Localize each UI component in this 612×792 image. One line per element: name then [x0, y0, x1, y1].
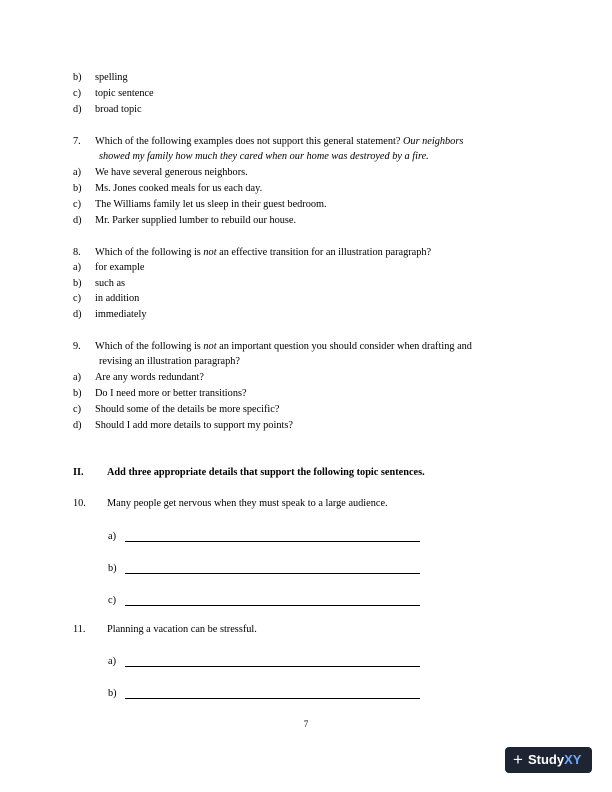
blank-label: b): [108, 688, 117, 699]
answer-line[interactable]: [125, 573, 420, 574]
question-text: Which of the following is not an important question you should consider when drafting and: [95, 341, 472, 352]
studyxy-badge[interactable]: [505, 747, 592, 773]
question-text: Which of the following is not an effective transition for an illustration paragraph?: [95, 247, 432, 258]
blank-label: b): [108, 563, 117, 574]
statement-part2: showed my family how much they cared when our home was destroyed by a fire.: [99, 151, 429, 162]
option-text: topic sentence: [95, 88, 154, 99]
option-text: in addition: [95, 293, 140, 304]
answer-line[interactable]: [125, 666, 420, 667]
option-label: a): [73, 372, 81, 383]
section-numeral: II.: [73, 467, 84, 478]
option-label: a): [73, 167, 81, 178]
question-number: 9.: [73, 341, 81, 352]
option-text: spelling: [95, 72, 128, 83]
answer-line[interactable]: [125, 605, 420, 606]
option-label: c): [73, 199, 81, 210]
option-text: Should some of the details be more specific?: [95, 404, 280, 415]
statement-part1: Our neighbors: [402, 136, 464, 147]
option-text: for example: [95, 262, 145, 273]
option-text: immediately: [95, 309, 147, 320]
option-label: d): [73, 104, 82, 115]
option-label: d): [73, 309, 82, 320]
option-label: b): [73, 278, 82, 289]
section-title: Add three appropriate details that support the following topic sentences.: [107, 467, 425, 478]
blank-label: a): [108, 531, 116, 542]
question-text: Planning a vacation can be stressful.: [107, 624, 257, 635]
option-text: Should I add more details to support my points?: [95, 420, 293, 431]
option-text: The Williams family let us sleep in their guest bedroom.: [95, 199, 327, 210]
question-number: 10.: [73, 498, 86, 509]
option-label: b): [73, 388, 82, 399]
brand-main: Study: [527, 752, 565, 767]
option-text: Are any words redundant?: [95, 372, 204, 383]
brand-accent: XY: [564, 752, 582, 767]
option-text: Mr. Parker supplied lumber to rebuild our house.: [95, 215, 297, 226]
option-label: b): [73, 183, 82, 194]
question-number: 7.: [73, 136, 81, 147]
option-label: a): [73, 262, 81, 273]
option-text: Ms. Jones cooked meals for us each day.: [95, 183, 263, 194]
page-number: 7: [303, 719, 309, 729]
question-text-cont: revising an illustration paragraph?: [99, 356, 240, 367]
option-label: d): [73, 420, 82, 431]
question-number: 8.: [73, 247, 81, 258]
plus-icon: +: [513, 750, 523, 769]
option-label: b): [73, 72, 82, 83]
option-label: d): [73, 215, 82, 226]
question-text: Which of the following examples does not support this general statement? Our neighbors: [95, 136, 464, 147]
option-label: c): [73, 293, 81, 304]
option-label: c): [73, 404, 81, 415]
option-text: Do I need more or better transitions?: [95, 388, 247, 399]
option-text: such as: [95, 278, 126, 289]
question-text: Many people get nervous when they must speak to a large audience.: [107, 498, 388, 509]
answer-line[interactable]: [125, 698, 420, 699]
answer-line[interactable]: [125, 541, 420, 542]
blank-label: a): [108, 656, 116, 667]
option-text: We have several generous neighbors.: [95, 167, 248, 178]
option-text: broad topic: [95, 104, 142, 115]
blank-label: c): [108, 595, 116, 606]
option-label: c): [73, 88, 81, 99]
question-number: 11.: [73, 624, 86, 635]
